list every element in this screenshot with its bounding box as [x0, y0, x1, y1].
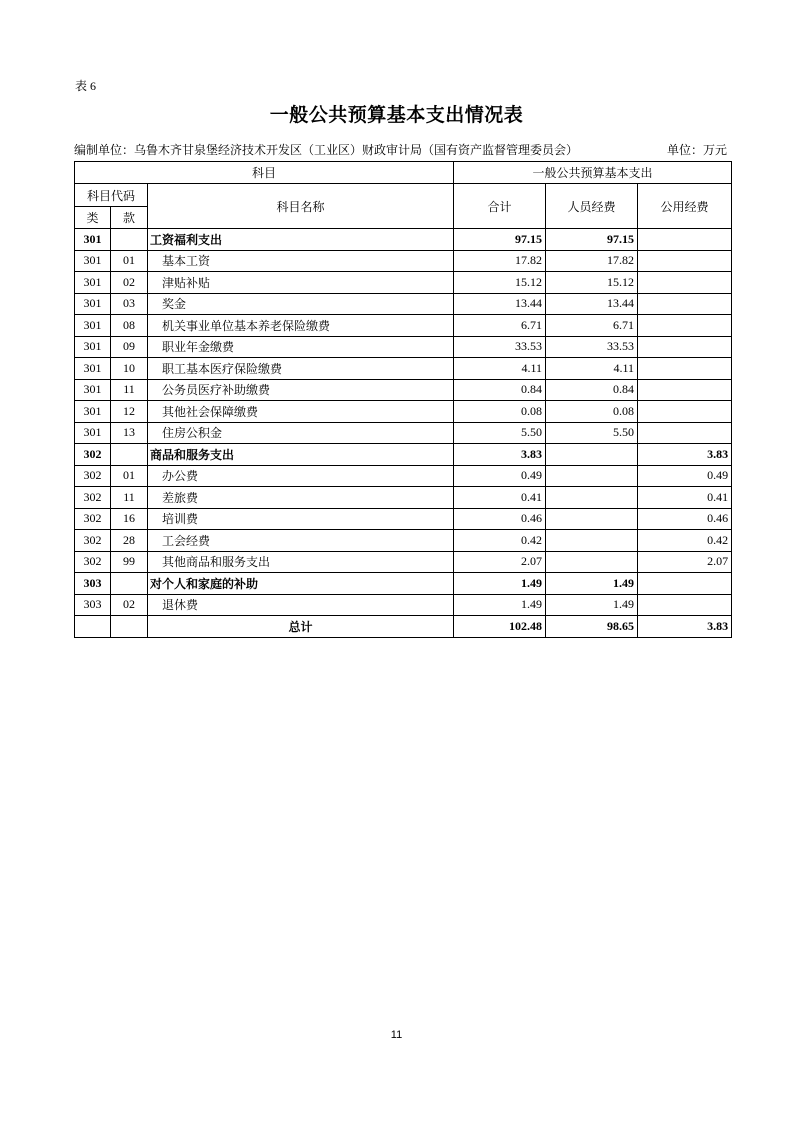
code-item-cell: [111, 444, 148, 466]
personnel-expense-cell: [546, 508, 638, 530]
header-subject-code: 科目代码: [75, 184, 148, 207]
code-class-cell: 301: [75, 293, 111, 315]
code-item-cell: 02: [111, 594, 148, 616]
table-meta-line: [74, 142, 731, 158]
header-personnel-expense: 人员经费: [546, 184, 638, 229]
code-item-cell: 11: [111, 487, 148, 509]
code-item-cell: [111, 573, 148, 595]
code-class-cell: 302: [75, 551, 111, 573]
table-row-category: [75, 573, 732, 595]
code-item-cell: 13: [111, 422, 148, 444]
total-amount-cell: 0.49: [454, 465, 546, 487]
code-item-cell: 28: [111, 530, 148, 552]
personnel-expense-cell: 97.15: [546, 229, 638, 251]
subject-name-cell: 工资福利支出: [148, 229, 454, 251]
code-class-cell: 302: [75, 487, 111, 509]
subject-name-cell: 办公费: [148, 465, 454, 487]
header-item: 款: [111, 207, 148, 229]
code-class-cell: 301: [75, 250, 111, 272]
subject-name-cell: 奖金: [148, 293, 454, 315]
subject-name-cell: 退休费: [148, 594, 454, 616]
table-row-grand-total: [75, 616, 732, 638]
total-amount-cell: 17.82: [454, 250, 546, 272]
public-expense-cell: [638, 315, 732, 337]
subject-name-cell: 培训费: [148, 508, 454, 530]
total-amount-cell: 0.08: [454, 401, 546, 423]
subject-name-cell: 其他社会保障缴费: [148, 401, 454, 423]
code-class-cell: 302: [75, 444, 111, 466]
public-expense-cell: [638, 293, 732, 315]
header-row-2: [75, 184, 732, 207]
total-amount-cell: 0.46: [454, 508, 546, 530]
personnel-expense-cell: [546, 551, 638, 573]
subject-name-cell: 其他商品和服务支出: [148, 551, 454, 573]
header-public-expense: 公用经费: [638, 184, 732, 229]
personnel-expense-cell: 1.49: [546, 594, 638, 616]
subject-name-cell: 差旅费: [148, 487, 454, 509]
table-row: [75, 401, 732, 423]
public-expense-cell: [638, 573, 732, 595]
table-row: [75, 594, 732, 616]
code-item-cell: 03: [111, 293, 148, 315]
table-row: [75, 465, 732, 487]
code-class-cell: 301: [75, 422, 111, 444]
table-row: [75, 315, 732, 337]
table-row: [75, 487, 732, 509]
code-item-cell: 09: [111, 336, 148, 358]
budget-expenditure-table: [74, 161, 732, 638]
total-amount-cell: 2.07: [454, 551, 546, 573]
public-expense-cell: [638, 336, 732, 358]
total-class-cell: [75, 616, 111, 638]
personnel-expense-cell: 0.84: [546, 379, 638, 401]
subject-name-cell: 津贴补贴: [148, 272, 454, 294]
code-class-cell: 303: [75, 594, 111, 616]
currency-unit: 单位：万元: [666, 143, 727, 157]
code-item-cell: 10: [111, 358, 148, 380]
code-item-cell: [111, 229, 148, 251]
personnel-expense-cell: 4.11: [546, 358, 638, 380]
table-row-category: [75, 229, 732, 251]
code-item-cell: 11: [111, 379, 148, 401]
personnel-expense-cell: [546, 465, 638, 487]
subject-name-cell: 工会经费: [148, 530, 454, 552]
page-number: 11: [390, 1029, 403, 1041]
table-row: [75, 250, 732, 272]
table-row: [75, 508, 732, 530]
total-amount-cell: 13.44: [454, 293, 546, 315]
total-amount-cell: 1.49: [454, 573, 546, 595]
page-title: 一般公共预算基本支出情况表: [269, 105, 524, 126]
public-expense-cell: [638, 422, 732, 444]
code-item-cell: 99: [111, 551, 148, 573]
personnel-expense-cell: [546, 530, 638, 552]
table-footer: [75, 616, 732, 638]
code-class-cell: 302: [75, 530, 111, 552]
subject-name-cell: 商品和服务支出: [148, 444, 454, 466]
table-header: [75, 162, 732, 229]
code-class-cell: 301: [75, 401, 111, 423]
public-expense-cell: 0.41: [638, 487, 732, 509]
table-row: [75, 530, 732, 552]
subject-name-cell: 机关事业单位基本养老保险缴费: [148, 315, 454, 337]
code-item-cell: 02: [111, 272, 148, 294]
public-expense-cell: 0.46: [638, 508, 732, 530]
table-row: [75, 422, 732, 444]
header-subject-name: 科目名称: [148, 184, 454, 229]
total-amount-cell: 0.41: [454, 487, 546, 509]
code-class-cell: 301: [75, 272, 111, 294]
code-class-cell: 301: [75, 358, 111, 380]
code-class-cell: 301: [75, 229, 111, 251]
total-amount-cell: 0.42: [454, 530, 546, 552]
total-amount-cell: 4.11: [454, 358, 546, 380]
subject-name-cell: 职业年金缴费: [148, 336, 454, 358]
code-class-cell: 301: [75, 315, 111, 337]
personnel-expense-cell: [546, 487, 638, 509]
subject-name-cell: 职工基本医疗保险缴费: [148, 358, 454, 380]
table-row: [75, 272, 732, 294]
table-row: [75, 358, 732, 380]
header-subject: 科目: [75, 162, 454, 184]
grand-total-amount: 102.48: [454, 616, 546, 638]
public-expense-cell: [638, 250, 732, 272]
code-item-cell: 01: [111, 250, 148, 272]
code-item-cell: 01: [111, 465, 148, 487]
total-amount-cell: 97.15: [454, 229, 546, 251]
total-amount-cell: 33.53: [454, 336, 546, 358]
public-expense-cell: [638, 229, 732, 251]
public-expense-cell: [638, 358, 732, 380]
public-expense-cell: 3.83: [638, 444, 732, 466]
total-amount-cell: 5.50: [454, 422, 546, 444]
table-row: [75, 293, 732, 315]
code-class-cell: 302: [75, 465, 111, 487]
table-row: [75, 336, 732, 358]
public-expense-cell: [638, 594, 732, 616]
personnel-expense-cell: 17.82: [546, 250, 638, 272]
public-expense-cell: 0.42: [638, 530, 732, 552]
code-class-cell: 301: [75, 336, 111, 358]
personnel-expense-cell: [546, 444, 638, 466]
public-expense-cell: 0.49: [638, 465, 732, 487]
public-expense-cell: [638, 379, 732, 401]
code-item-cell: 12: [111, 401, 148, 423]
table-row: [75, 379, 732, 401]
personnel-expense-cell: 5.50: [546, 422, 638, 444]
public-expense-cell: [638, 272, 732, 294]
subject-name-cell: 住房公积金: [148, 422, 454, 444]
header-budget-group: 一般公共预算基本支出: [454, 162, 732, 184]
personnel-expense-cell: 1.49: [546, 573, 638, 595]
subject-name-cell: 公务员医疗补助缴费: [148, 379, 454, 401]
total-amount-cell: 1.49: [454, 594, 546, 616]
personnel-expense-cell: 0.08: [546, 401, 638, 423]
table-row: [75, 551, 732, 573]
code-item-cell: 08: [111, 315, 148, 337]
code-class-cell: 302: [75, 508, 111, 530]
code-class-cell: 303: [75, 573, 111, 595]
header-total: 合计: [454, 184, 546, 229]
total-amount-cell: 6.71: [454, 315, 546, 337]
table-body: [75, 229, 732, 616]
subject-name-cell: 对个人和家庭的补助: [148, 573, 454, 595]
table-row-category: [75, 444, 732, 466]
total-amount-cell: 0.84: [454, 379, 546, 401]
total-amount-cell: 15.12: [454, 272, 546, 294]
grand-total-personnel: 98.65: [546, 616, 638, 638]
header-class: 类: [75, 207, 111, 229]
total-amount-cell: 3.83: [454, 444, 546, 466]
personnel-expense-cell: 33.53: [546, 336, 638, 358]
personnel-expense-cell: 13.44: [546, 293, 638, 315]
grand-total-public: 3.83: [638, 616, 732, 638]
table-number-label: 表 6: [75, 79, 97, 93]
public-expense-cell: [638, 401, 732, 423]
personnel-expense-cell: 15.12: [546, 272, 638, 294]
total-item-cell: [111, 616, 148, 638]
code-item-cell: 16: [111, 508, 148, 530]
grand-total-label: 总计: [148, 616, 454, 638]
public-expense-cell: 2.07: [638, 551, 732, 573]
compiling-unit: 编制单位：乌鲁木齐甘泉堡经济技术开发区（工业区）财政审计局（国有资产监督管理委员会）: [74, 143, 579, 157]
code-class-cell: 301: [75, 379, 111, 401]
subject-name-cell: 基本工资: [148, 250, 454, 272]
header-row-1: [75, 162, 732, 184]
personnel-expense-cell: 6.71: [546, 315, 638, 337]
